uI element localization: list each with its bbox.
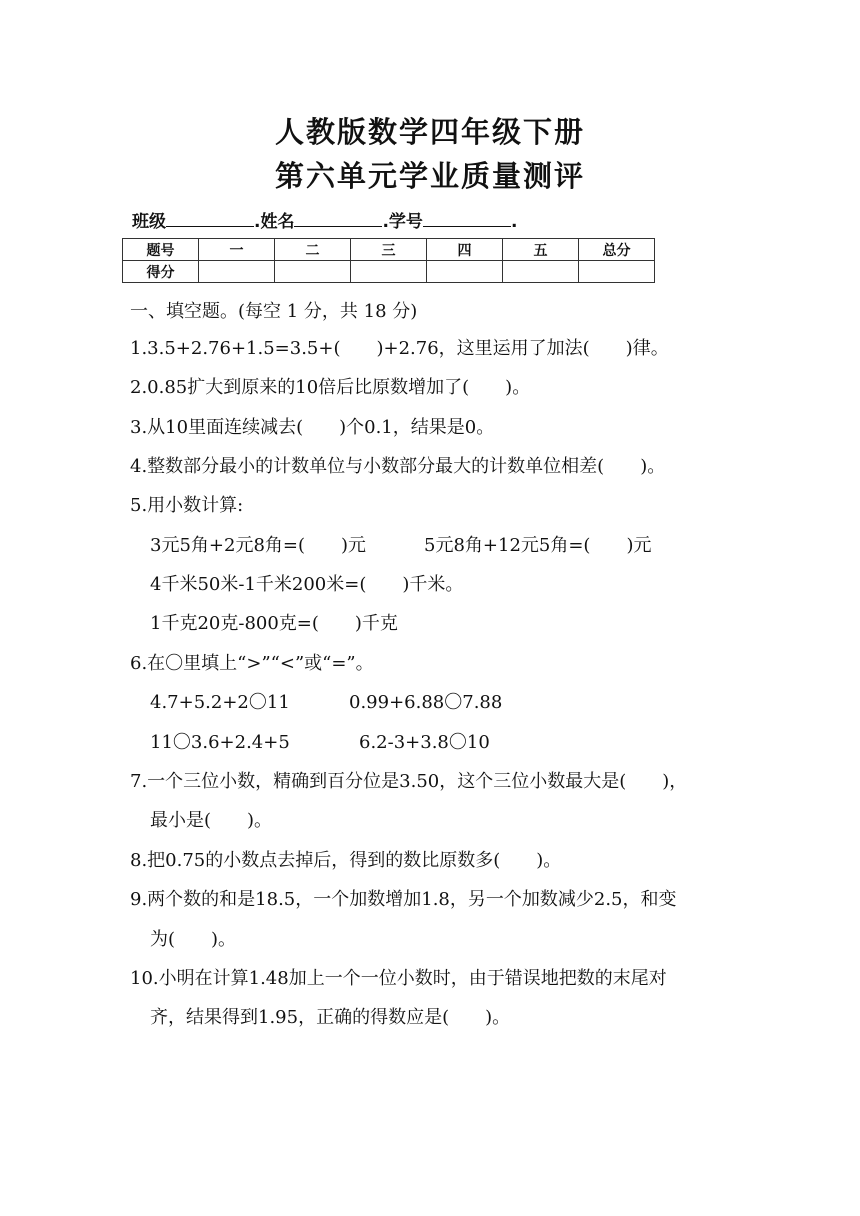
question-8: 8.把0.75的小数点去掉后，得到的数比原数多( )。 bbox=[130, 850, 562, 871]
question-10-line-1: 10.小明在计算1.48加上一个一位小数时，由于错误地把数的末尾对 bbox=[130, 968, 667, 989]
title-line-1: 人教版数学四年级下册 bbox=[274, 115, 585, 149]
question-2: 2.0.85扩大到原来的10倍后比原数增加了( )。 bbox=[130, 377, 531, 398]
score-table-header-row bbox=[123, 239, 655, 261]
question-6c: 11〇3.6+2.4+5 bbox=[150, 732, 290, 753]
name-label: .姓名 bbox=[254, 212, 295, 232]
score-table bbox=[122, 238, 655, 283]
score-input-cell[interactable] bbox=[427, 261, 503, 283]
question-5c: 4千米50米-1千米200米=( )千米。 bbox=[150, 574, 464, 595]
score-cell: 得分 bbox=[123, 261, 199, 283]
name-blank[interactable] bbox=[294, 210, 382, 227]
question-9-line-2: 为( )。 bbox=[150, 929, 237, 950]
score-cell: 题号 bbox=[123, 239, 199, 261]
question-5: 5.用小数计算: bbox=[130, 495, 244, 516]
question-6b: 0.99+6.88〇7.88 bbox=[349, 692, 503, 713]
question-6d: 6.2-3+3.8〇10 bbox=[359, 732, 490, 753]
class-blank[interactable] bbox=[166, 210, 254, 227]
title-line-2: 第六单元学业质量测评 bbox=[274, 159, 585, 193]
question-10-line-2: 齐，结果得到1.95，正确的得数应是( )。 bbox=[150, 1007, 511, 1028]
score-cell: 二 bbox=[275, 239, 351, 261]
question-3: 3.从10里面连续减去( )个0.1，结果是0。 bbox=[130, 417, 495, 438]
score-table-score-row bbox=[123, 261, 655, 283]
class-label: 班级 bbox=[132, 212, 166, 232]
score-input-cell[interactable] bbox=[503, 261, 579, 283]
score-input-cell[interactable] bbox=[351, 261, 427, 283]
question-5b: 5元8角+12元5角=( )元 bbox=[424, 535, 652, 556]
info-end: . bbox=[510, 212, 518, 232]
score-cell: 一 bbox=[199, 239, 275, 261]
score-cell: 五 bbox=[503, 239, 579, 261]
student-info bbox=[132, 207, 517, 232]
question-5d: 1千克20克-800克=( )千克 bbox=[150, 613, 398, 634]
question-7-line-1: 7.一个三位小数，精确到百分位是3.50，这个三位小数最大是( )， bbox=[130, 771, 688, 792]
score-cell: 总分 bbox=[579, 239, 655, 261]
question-9-line-1: 9.两个数的和是18.5，一个加数增加1.8，另一个加数减少2.5，和变 bbox=[130, 889, 677, 910]
id-label: .学号 bbox=[382, 212, 423, 232]
score-cell: 四 bbox=[427, 239, 503, 261]
question-1: 1.3.5+2.76+1.5=3.5+( )+2.76，这里运用了加法( )律。 bbox=[130, 338, 669, 359]
section-1-heading: 一、填空题。(每空 1 分，共 18 分) bbox=[130, 301, 418, 322]
score-cell: 三 bbox=[351, 239, 427, 261]
question-5a: 3元5角+2元8角=( )元 bbox=[150, 535, 367, 556]
question-7-line-2: 最小是( )。 bbox=[150, 810, 273, 831]
score-input-cell[interactable] bbox=[275, 261, 351, 283]
question-4: 4.整数部分最小的计数单位与小数部分最大的计数单位相差( )。 bbox=[130, 456, 666, 477]
score-input-cell[interactable] bbox=[579, 261, 655, 283]
score-input-cell[interactable] bbox=[199, 261, 275, 283]
id-blank[interactable] bbox=[423, 210, 511, 227]
question-6: 6.在〇里填上“>”“<”或“=”。 bbox=[130, 653, 374, 674]
question-6a: 4.7+5.2+2〇11 bbox=[150, 692, 290, 713]
